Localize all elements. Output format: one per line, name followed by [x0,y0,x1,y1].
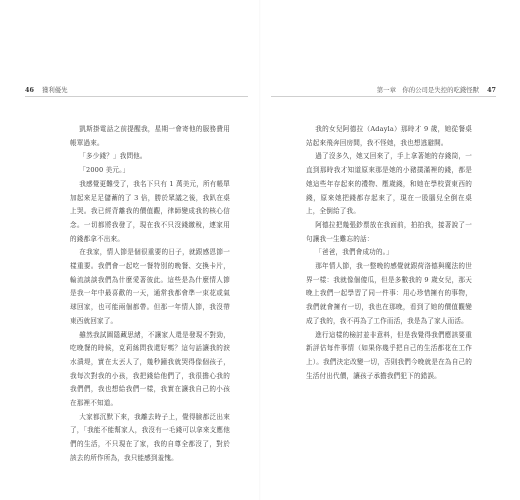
body-paragraph: 凱斯掛電話之前提醒我，星期一會寄他的服務費用帳單過來。 [70,125,230,147]
body-paragraph: 在我家，情人節是個很重要的日子，就跟感恩節一樣重要。我們會一起吃一餐特別的晚餐、交換卡片，輪流談談我們為什麼愛著彼此。這些是為什麼情人節是我一年中最喜歡的一天，通常我都會準一束花或氣球回家，也可能兩個都帶。但那一年情人節，我沒帶東西就回家了。 [70,248,230,325]
left-header-rule [25,96,248,97]
right-page-number: 47 [487,86,496,94]
body-paragraph: 「爸爸，我們會成功的。」 [315,248,393,257]
body-paragraph: 過了沒多久，她又回來了，手上拿著她的存錢筒，一直到那時我才知道原來那是她的小豬撲滿裡的錢，都是她這些年存起來的禮物、壓歲錢，和她在學校賣東西的錢，原來她把錢都存起來了，現在一股腦兒全倒在桌上，全倒給了我。 [306,152,472,216]
body-paragraph: 「2000 美元。」 [79,166,130,175]
left-running-title: 獲利優先 [41,86,68,94]
body-paragraph: 「多少錢？」我問他。 [79,152,147,161]
right-running-title: 第一章 你的公司是失控的吃錢怪獸 [376,86,480,94]
right-page-header [377,86,496,94]
left-page-number: 46 [25,86,34,94]
right-header-rule [271,96,496,97]
body-paragraph: 我的女兒阿德拉（Adayla）那時才 9 歲，她從餐桌站起來飛奔回房間，我不怪她，我也想逃避開。 [306,125,472,147]
book-gutter [259,0,261,500]
body-paragraph: 阿德拉把幾張鈔票放在我面前，拍拍我，接著說了一句讓我一生難忘的話： [306,220,472,243]
body-paragraph: 那年情人節，我一整晚的感覺就跟荷洛德與魔法的世界一樣：我就像個傻瓜，但是多數我的 9 歲女兒，那天晚上我們一起學習了同一件事：用心珍惜擁有的事物，我們就會擁有一切，我也在那晚，看到了她的價值觀變成了我的，我不再為了工作而活，我是為了家人而活。 [306,262,472,325]
right-page-body [306,123,472,383]
left-page-body [70,123,230,466]
body-paragraph: 雖然我試圖隱藏思緒，不讓家人還是發現不對勁，吃晚餐的時候，克莉絲問我還好嗎？這句話讓我的淚水潰堤，實在太丟人了，幾秒鐘我就哭得像個孩子，我每次對我的小孩，我把錢給他們了，我很擔心我的我們們，我也想給我們一樣，我實在讓我自己的小孩在那裡不知道。 [70,330,230,408]
body-paragraph: 我感覺更難受了，我名下只有 1 萬美元，所有帳單加起來足足儲蓄的了 3 倍，勝於眾議之後，我趴在桌上哭。我已經背離我的價值觀，律師變成我的核心信念。一切都將我發了，現在我不只沒錢繳稅，連家用的錢都拿不出來。 [70,179,230,243]
left-page-header [25,86,68,94]
body-paragraph: 進行這樣的檢討並非意料，但是我覺得我們應該要重新評估每件事情（如果你幾乎把自己的生活都花在工作上）。我們決定改變一切，否則我們今晚就是在為自己的生活付出代價，讓孩子承擔我們犯下的錯誤。 [306,330,472,380]
body-paragraph: 大家都沉默下來，我離去時子上，覺得臉都泛出來了，「我能不能幫家人，我沒有一毛錢可以拿來支應他們的生活，不只現在了家，我的自尊全都沒了，對於該去的所作所為，我只能感到羞愧。 [70,412,230,462]
